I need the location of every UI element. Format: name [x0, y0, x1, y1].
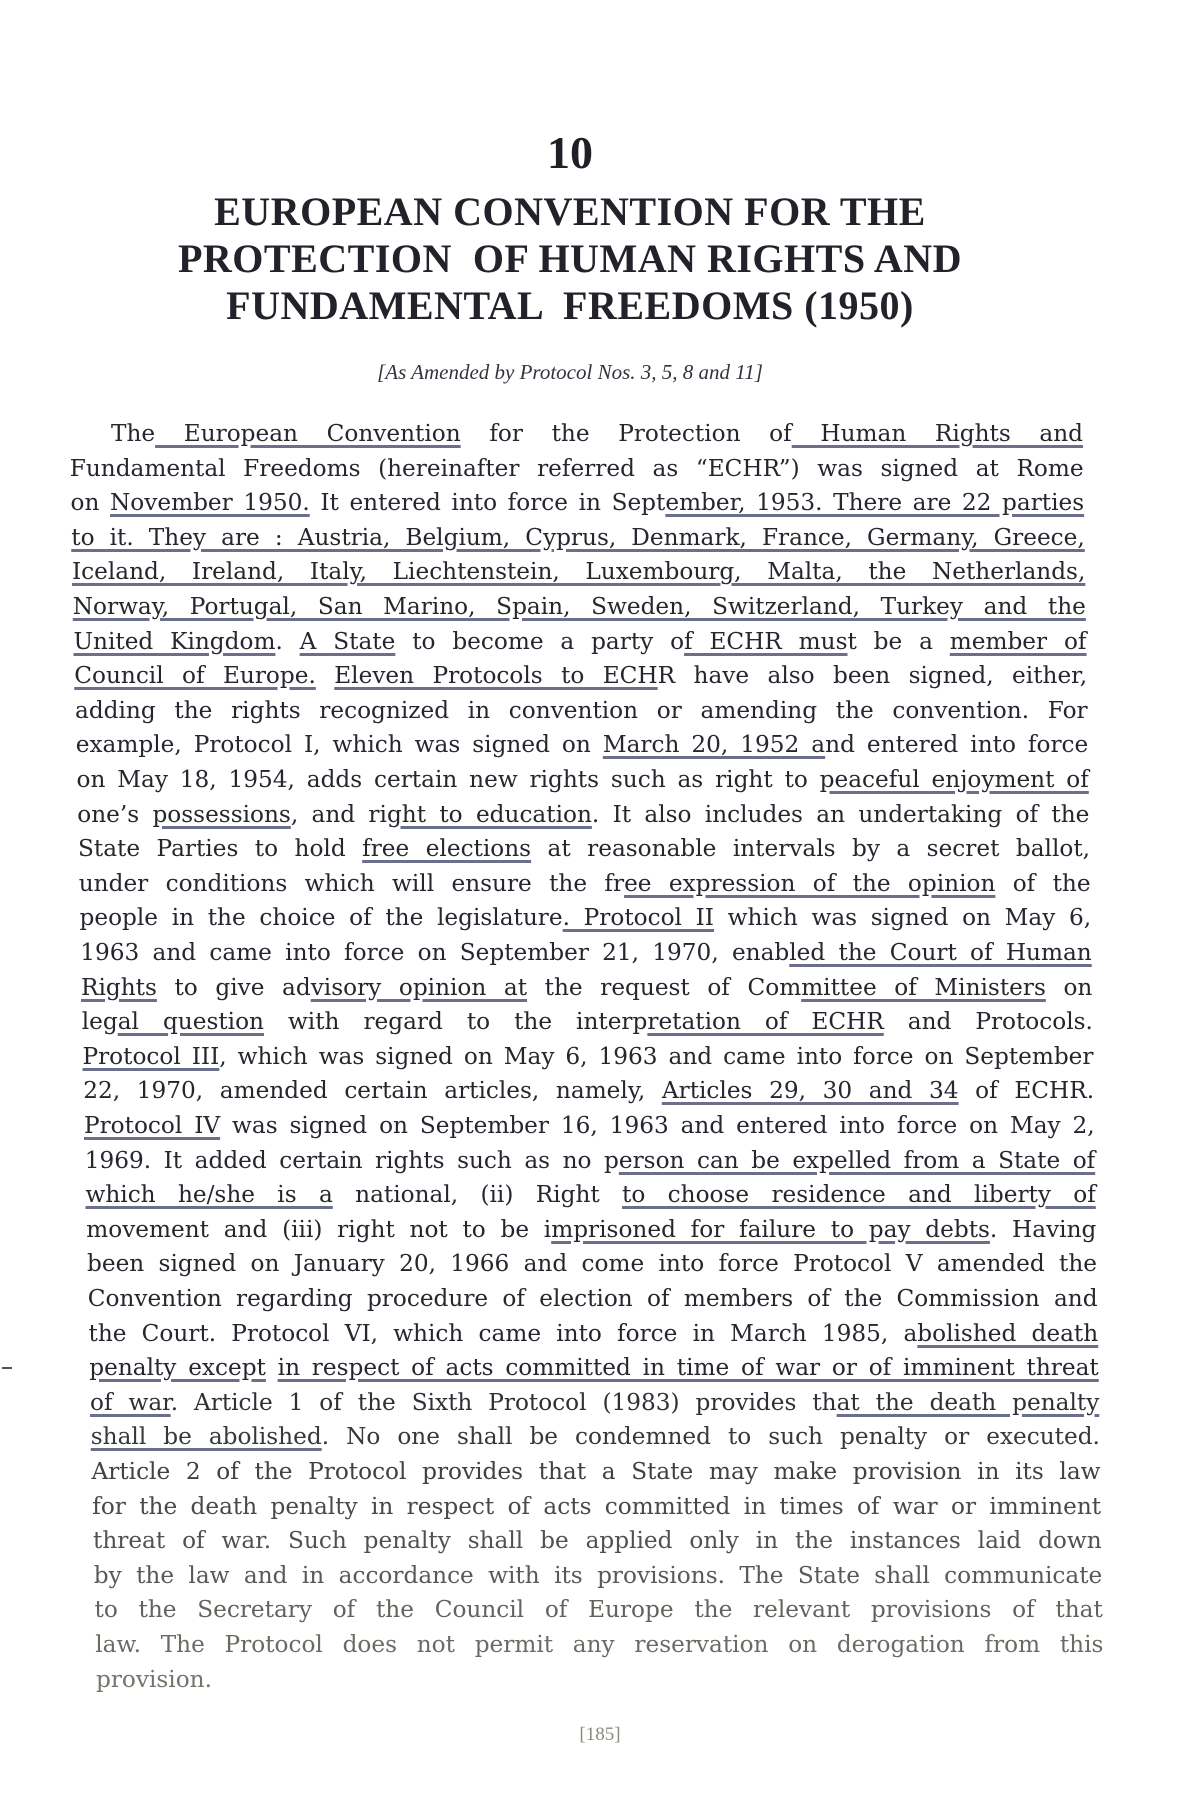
- text-run: with regard to the interp: [263, 1008, 648, 1036]
- body-line: [80, 937, 1092, 969]
- text-run: to the Secretary of the Council of Europe the relevant provisions of that: [94, 1596, 1103, 1624]
- text-run: [266, 1354, 278, 1381]
- text-run: nd entered into force: [825, 731, 1089, 759]
- body-line: [76, 729, 1089, 761]
- body-line: [78, 833, 1090, 865]
- text-run: . It also includes an undertaking of the: [591, 800, 1090, 828]
- text-run: the Court. Protocol VI, which came into force in March 1985, a: [88, 1319, 918, 1347]
- body-line: [95, 1594, 1103, 1626]
- underlined-text: Protocol IV: [84, 1112, 221, 1139]
- body-line: [81, 972, 1092, 1004]
- underlined-text: f ECHR mus: [684, 627, 848, 655]
- chapter-title: [0, 188, 1140, 329]
- underlined-text: ember, 1953. There are 22 parties: [665, 489, 1085, 517]
- body-line: [86, 1179, 1096, 1211]
- body-line: [74, 660, 1087, 692]
- text-run: by the law and in accordance with its provisions. The State shall communicate: [93, 1561, 1103, 1589]
- underlined-text: shall be abolished: [90, 1423, 322, 1451]
- underlined-text: al question: [117, 1008, 264, 1036]
- text-run: Article 2 of the Protocol provides that a State may make provision in its law: [91, 1458, 1101, 1485]
- underlined-text: to choose residence and liberty of: [622, 1181, 1096, 1209]
- text-run: .: [275, 627, 300, 655]
- body-line: [92, 1491, 1101, 1523]
- text-run: . No one shall be condemned to such penalty or executed.: [321, 1423, 1100, 1451]
- body-line: [94, 1560, 1103, 1592]
- text-run: at reasonable intervals by a secret ballot,: [531, 835, 1091, 863]
- underlined-text: ee expression of the opinion: [624, 869, 996, 897]
- text-run: , and ri: [290, 800, 387, 828]
- text-run: R have also been signed, either,: [657, 662, 1088, 690]
- text-run: on: [1045, 973, 1093, 1001]
- body-line: [74, 626, 1087, 658]
- text-run: and Protocols.: [883, 1008, 1093, 1036]
- body-line: [80, 902, 1092, 934]
- text-run: Convention regarding procedure of election of members of the Commission and: [87, 1285, 1098, 1312]
- body-line: [71, 522, 1085, 554]
- body-line: [91, 1421, 1100, 1453]
- text-run: leg: [81, 1008, 118, 1036]
- body-line: [70, 453, 1084, 485]
- underlined-text: peaceful enjoyment of: [819, 766, 1089, 793]
- text-run: Fundamental Freedoms (hereinafter referred as “ECHR”) was signed at Rome: [69, 454, 1084, 482]
- text-run: , which was signed on May 6, 1963 and came into force on September: [219, 1042, 1094, 1070]
- body-line: [73, 591, 1086, 623]
- body-line: [83, 1041, 1094, 1073]
- underlined-text: member of: [949, 627, 1087, 655]
- body-line: [90, 1387, 1099, 1419]
- underlined-text: in respect of acts committed in time of war or of imminent threat: [277, 1354, 1099, 1382]
- text-run: [316, 662, 334, 689]
- text-run: movement and (iii) right not to be i: [86, 1215, 552, 1243]
- text-run: under conditions which will ensure the fr: [78, 869, 625, 897]
- underlined-text: mprisoned for failure to pay debts: [551, 1215, 990, 1243]
- title-line-3: FUNDAMENTAL FREEDOMS (1950): [226, 283, 914, 328]
- underlined-text: Rights: [81, 973, 157, 1001]
- body-line: [92, 1456, 1101, 1488]
- underlined-text: penalty except: [89, 1354, 266, 1382]
- body-line: [71, 487, 1085, 519]
- text-run: national, (ii) Right: [332, 1181, 623, 1209]
- text-run: on May 18, 1954, adds certain new rights such as right to: [76, 766, 820, 793]
- text-run: been signed on January 20, 1966 and come into force Protocol V amended the: [87, 1250, 1097, 1278]
- body-line: [82, 1006, 1093, 1038]
- body-line: [89, 1318, 1099, 1350]
- underlined-text: visory opinion at: [310, 973, 528, 1001]
- margin-pen-mark: [2, 1367, 12, 1369]
- text-run: threat of war. Such penalty shall be applied only in the instances laid down: [93, 1527, 1102, 1555]
- text-run: State Parties to hold: [78, 835, 363, 863]
- underlined-text: Eleven Protocols to ECH: [334, 662, 658, 690]
- text-run: one’s: [77, 800, 153, 828]
- underlined-text: United Kingdom: [73, 627, 276, 655]
- body-line: [77, 764, 1089, 796]
- body-line: [72, 556, 1085, 588]
- text-run: The: [111, 420, 156, 447]
- text-run: the request of Com: [527, 973, 802, 1001]
- text-run: adding the rights recognized in convention or amending the convention. For: [75, 696, 1088, 724]
- text-run: to become a party o: [395, 627, 685, 655]
- underlined-text: at the death penalty: [836, 1388, 1100, 1416]
- body-line: [75, 695, 1088, 727]
- underlined-text: A State: [299, 627, 396, 655]
- text-run: of ECHR.: [958, 1077, 1095, 1105]
- body-line: [87, 1248, 1097, 1280]
- page-number: [185]: [579, 1724, 621, 1745]
- underlined-text: . Protocol II: [562, 904, 714, 932]
- underlined-text: European Convention: [155, 420, 461, 447]
- text-run: of the: [995, 869, 1091, 897]
- body-line: [85, 1145, 1096, 1177]
- text-run: which was signed on May 6,: [713, 904, 1092, 932]
- text-run: provision.: [96, 1665, 212, 1693]
- amendment-note: [As Amended by Protocol Nos. 3, 5, 8 and 11]: [377, 360, 763, 384]
- underlined-text: Council of Europe.: [74, 662, 316, 690]
- underlined-text: November 1950.: [110, 489, 310, 517]
- body-line: [86, 1214, 1096, 1246]
- body-line: [111, 418, 1083, 450]
- text-run: 1969. It added certain rights such as no p: [84, 1146, 619, 1174]
- text-run: example, Protocol I, which was signed on: [75, 731, 603, 759]
- underlined-text: free elections: [362, 835, 532, 863]
- underlined-text: of war: [90, 1388, 171, 1416]
- body-line: [77, 799, 1089, 831]
- underlined-text: Articles 29, 30 and 34: [661, 1077, 959, 1105]
- text-run: 1963 and came into force on September 21, 1970, enab: [80, 939, 790, 966]
- underlined-text: possessions: [152, 800, 291, 828]
- text-run: was signed on September 16, 1963 and entered into force on May 2,: [220, 1112, 1095, 1139]
- underlined-text: ght to education: [386, 800, 592, 828]
- text-run: people in the choice of the legislature: [79, 904, 563, 932]
- underlined-text: which he/she is a: [85, 1181, 333, 1209]
- underlined-text: Iceland, Ireland, Italy, Liechtenstein, Luxembourg, Malta, the Netherlands,: [72, 558, 1086, 586]
- underlined-text: to it. They are : Austria, Belgium, Cyprus, Denmark, France, Germany, Greece,: [71, 523, 1085, 551]
- body-line: [83, 1075, 1094, 1107]
- underlined-text: led the Court of Human: [789, 939, 1092, 966]
- text-run: . Article 1 of the Sixth Protocol (1983) provides th: [170, 1388, 837, 1416]
- text-run: for the Protection of: [460, 420, 792, 447]
- underlined-text: retation of ECHR: [647, 1008, 884, 1036]
- text-run: It entered into force in Sept: [309, 489, 666, 517]
- chapter-number: 10: [547, 127, 593, 178]
- title-line-1: EUROPEAN CONVENTION FOR THE: [214, 189, 926, 234]
- underlined-text: Norway, Portugal, San Marino, Spain, Sweden, Switzerland, Turkey and the: [72, 593, 1086, 620]
- text-run: t be a: [847, 627, 950, 655]
- body-line: [96, 1664, 1104, 1696]
- underlined-text: mittee of Ministers: [801, 973, 1046, 1001]
- underlined-text: Protocol III: [82, 1042, 220, 1070]
- text-run: law. The Protocol does not permit any reservation on derogation from this: [95, 1631, 1104, 1658]
- text-run: . Having: [989, 1215, 1097, 1243]
- body-line: [88, 1283, 1098, 1315]
- underlined-text: erson can be expelled from a State of: [618, 1146, 1096, 1174]
- underlined-text: Human Rights and: [791, 420, 1084, 447]
- underlined-text: bolished death: [917, 1319, 1099, 1347]
- title-line-2: PROTECTION OF HUMAN RIGHTS AND: [177, 236, 963, 281]
- text-run: to give ad: [156, 973, 311, 1001]
- body-line: [84, 1110, 1095, 1142]
- text-run: 22, 1970, amended certain articles, namely,: [83, 1077, 662, 1105]
- body-line: [89, 1352, 1099, 1384]
- body-line: [79, 868, 1091, 900]
- text-run: on: [70, 489, 111, 517]
- underlined-text: March 20, 1952 a: [602, 731, 826, 759]
- text-run: for the death penalty in respect of acts committed in times of war or imminent: [92, 1492, 1102, 1520]
- body-line: [95, 1629, 1103, 1661]
- body-line: [93, 1525, 1102, 1557]
